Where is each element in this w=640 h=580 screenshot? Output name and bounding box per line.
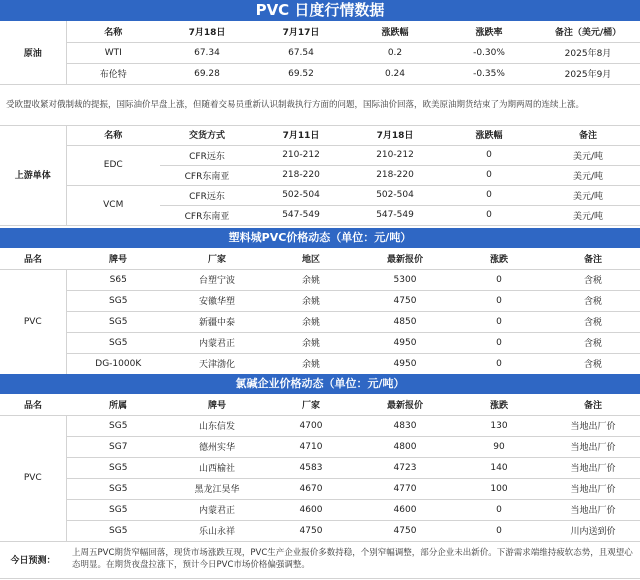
- table-cell: 内蒙君正: [170, 499, 264, 520]
- forecast-text: 上周五PVC期货窄幅回落，现货市场涨跌互现，PVC生产企业报价多数持稳，个别窄幅调整，部分企业未出新价。下游需求端维持疲软态势，且观望心态明显。在期货夜盘拉涨下，预计今日PVC市场价格偏强调整。: [66, 541, 640, 578]
- table-cell: DG-1000K: [66, 353, 170, 374]
- table-cell: 67.54: [254, 42, 348, 63]
- column-header: 最新报价: [358, 248, 452, 269]
- table-cell: 4850: [358, 311, 452, 332]
- table-cell: 0: [452, 332, 546, 353]
- table-cell: 美元/吨: [536, 145, 640, 165]
- table-header-row: [0, 125, 640, 145]
- column-header: 品名: [0, 394, 66, 415]
- column-header: 地区: [264, 248, 358, 269]
- table-cell: 美元/吨: [536, 185, 640, 205]
- table-row: [0, 436, 640, 457]
- table-cell: WTI: [66, 42, 160, 63]
- column-header: 涨跌率: [442, 21, 536, 42]
- table-cell: 4723: [358, 457, 452, 478]
- column-header: 名称: [66, 125, 160, 145]
- plastic-city-section-title: 塑料城PVC价格动态（单位：元/吨）: [0, 228, 640, 248]
- crude-oil-label: 原油: [0, 21, 66, 84]
- table-row: [0, 42, 640, 63]
- table-cell: -0.35%: [442, 63, 536, 84]
- page-title: PVC 日度行情数据: [0, 0, 640, 21]
- table-cell: SG5: [66, 478, 170, 499]
- table-row: [0, 415, 640, 436]
- table-row: [0, 332, 640, 353]
- table-cell: 美元/吨: [536, 165, 640, 185]
- column-header: 牌号: [66, 248, 170, 269]
- plastic-city-price-table: [0, 248, 640, 375]
- table-cell: SG5: [66, 332, 170, 353]
- table-cell: 130: [452, 415, 546, 436]
- table-cell: 当地出厂价: [546, 415, 640, 436]
- table-cell: 0: [442, 145, 536, 165]
- forecast-table: [0, 541, 640, 579]
- table-cell: SG5: [66, 415, 170, 436]
- table-cell: 140: [452, 457, 546, 478]
- table-cell: 4950: [358, 332, 452, 353]
- table-cell: 4750: [264, 520, 358, 541]
- table-cell: 当地出厂价: [546, 436, 640, 457]
- table-cell: 69.28: [160, 63, 254, 84]
- table-row: [0, 353, 640, 374]
- table-cell: 4770: [358, 478, 452, 499]
- table-row: [0, 499, 640, 520]
- table-cell: 川内送到价: [546, 520, 640, 541]
- table-row: [0, 145, 640, 165]
- table-cell: 当地出厂价: [546, 457, 640, 478]
- upstream-monomer-table: [0, 125, 640, 226]
- table-cell: SG7: [66, 436, 170, 457]
- table-cell: 0.2: [348, 42, 442, 63]
- table-cell: 0: [452, 269, 546, 290]
- table-cell: 含税: [546, 311, 640, 332]
- table-cell: 0: [442, 185, 536, 205]
- column-header: 最新报价: [358, 394, 452, 415]
- table-cell: SG5: [66, 520, 170, 541]
- table-cell: 美元/吨: [536, 205, 640, 225]
- table-cell: 当地出厂价: [546, 478, 640, 499]
- table-cell: 0: [452, 311, 546, 332]
- table-cell: 新疆中泰: [170, 311, 264, 332]
- table-cell: 100: [452, 478, 546, 499]
- table-cell: S65: [66, 269, 170, 290]
- table-cell: 4670: [264, 478, 358, 499]
- table-cell: 余姚: [264, 269, 358, 290]
- table-cell: SG5: [66, 290, 170, 311]
- table-row: [0, 457, 640, 478]
- product-name: PVC: [0, 269, 66, 374]
- table-cell: 含税: [546, 290, 640, 311]
- table-cell: CFR远东: [160, 145, 254, 165]
- forecast-row: [0, 541, 640, 578]
- column-header: 7月18日: [348, 125, 442, 145]
- table-row: [0, 520, 640, 541]
- table-cell: 含税: [546, 332, 640, 353]
- column-header: 备注: [546, 248, 640, 269]
- table-cell: 含税: [546, 353, 640, 374]
- table-cell: 0: [442, 165, 536, 185]
- table-cell: 0: [452, 499, 546, 520]
- table-cell: 90: [452, 436, 546, 457]
- table-cell: 69.52: [254, 63, 348, 84]
- column-header: 牌号: [170, 394, 264, 415]
- table-header-row: [0, 394, 640, 415]
- table-cell: 0: [442, 205, 536, 225]
- chlor-alkali-price-table: [0, 394, 640, 542]
- column-header: 备注（美元/桶）: [536, 21, 640, 42]
- upstream-monomer-label: 上游单体: [0, 125, 66, 225]
- table-cell: CFR东南亚: [160, 165, 254, 185]
- table-cell: 余姚: [264, 290, 358, 311]
- table-cell: CFR东南亚: [160, 205, 254, 225]
- table-cell: 当地出厂价: [546, 499, 640, 520]
- table-cell: 4950: [358, 353, 452, 374]
- table-cell: 4750: [358, 520, 452, 541]
- table-cell: 0: [452, 290, 546, 311]
- column-header: 厂家: [264, 394, 358, 415]
- table-cell: 4710: [264, 436, 358, 457]
- column-header: 7月11日: [254, 125, 348, 145]
- table-cell: 210-212: [254, 145, 348, 165]
- column-header: 7月18日: [160, 21, 254, 42]
- monomer-name: VCM: [66, 185, 160, 225]
- table-row: [0, 478, 640, 499]
- column-header: 交货方式: [160, 125, 254, 145]
- crude-oil-commentary-row: [0, 84, 640, 125]
- table-cell: SG5: [66, 499, 170, 520]
- table-cell: 山西榆社: [170, 457, 264, 478]
- table-row: [0, 185, 640, 205]
- column-header: 7月17日: [254, 21, 348, 42]
- table-cell: 547-549: [348, 205, 442, 225]
- table-cell: 余姚: [264, 353, 358, 374]
- table-cell: 4830: [358, 415, 452, 436]
- table-cell: 余姚: [264, 332, 358, 353]
- table-cell: 4800: [358, 436, 452, 457]
- column-header: 厂家: [170, 248, 264, 269]
- table-cell: -0.30%: [442, 42, 536, 63]
- table-cell: 0.24: [348, 63, 442, 84]
- table-row: [0, 290, 640, 311]
- column-header: 备注: [546, 394, 640, 415]
- table-cell: 黑龙江昊华: [170, 478, 264, 499]
- column-header: 所属: [66, 394, 170, 415]
- table-row: [0, 311, 640, 332]
- table-cell: 502-504: [254, 185, 348, 205]
- column-header: 涨跌幅: [442, 125, 536, 145]
- column-header: 涨跌: [452, 394, 546, 415]
- monomer-name: EDC: [66, 145, 160, 185]
- table-cell: SG5: [66, 311, 170, 332]
- table-cell: 内蒙君正: [170, 332, 264, 353]
- table-cell: 山东信发: [170, 415, 264, 436]
- crude-oil-table: [0, 21, 640, 126]
- table-cell: 德州实华: [170, 436, 264, 457]
- table-cell: 210-212: [348, 145, 442, 165]
- table-cell: 4600: [264, 499, 358, 520]
- table-cell: 0: [452, 520, 546, 541]
- table-cell: 4583: [264, 457, 358, 478]
- table-cell: 218-220: [254, 165, 348, 185]
- table-row: [0, 63, 640, 84]
- table-cell: 547-549: [254, 205, 348, 225]
- column-header: 名称: [66, 21, 160, 42]
- table-cell: 2025年9月: [536, 63, 640, 84]
- table-cell: 218-220: [348, 165, 442, 185]
- table-cell: 布伦特: [66, 63, 160, 84]
- table-cell: 乐山永祥: [170, 520, 264, 541]
- column-header: 涨跌幅: [348, 21, 442, 42]
- table-cell: 安徽华塑: [170, 290, 264, 311]
- table-cell: 天津渤化: [170, 353, 264, 374]
- table-cell: 502-504: [348, 185, 442, 205]
- table-cell: 4750: [358, 290, 452, 311]
- table-cell: 67.34: [160, 42, 254, 63]
- table-cell: 台塑宁波: [170, 269, 264, 290]
- product-name: PVC: [0, 415, 66, 541]
- table-cell: 5300: [358, 269, 452, 290]
- column-header: 品名: [0, 248, 66, 269]
- table-cell: 0: [452, 353, 546, 374]
- table-cell: CFR远东: [160, 185, 254, 205]
- table-cell: 2025年8月: [536, 42, 640, 63]
- table-cell: 4700: [264, 415, 358, 436]
- table-header-row: [0, 248, 640, 269]
- column-header: 备注: [536, 125, 640, 145]
- table-header-row: [0, 21, 640, 42]
- chlor-alkali-section-title: 氯碱企业价格动态（单位：元/吨）: [0, 374, 640, 394]
- column-header: 涨跌: [452, 248, 546, 269]
- table-cell: 含税: [546, 269, 640, 290]
- table-cell: 余姚: [264, 311, 358, 332]
- table-row: [0, 269, 640, 290]
- crude-oil-commentary: 受欧盟收紧对俄制裁的提振，国际油价早盘上涨，但随着交易员重新认识制裁执行方面的问题，国际油价回落，欧美原油期货结束了为期两周的连续上涨。: [0, 84, 640, 125]
- forecast-label: 今日预测：: [0, 541, 66, 578]
- table-cell: SG5: [66, 457, 170, 478]
- table-cell: 4600: [358, 499, 452, 520]
